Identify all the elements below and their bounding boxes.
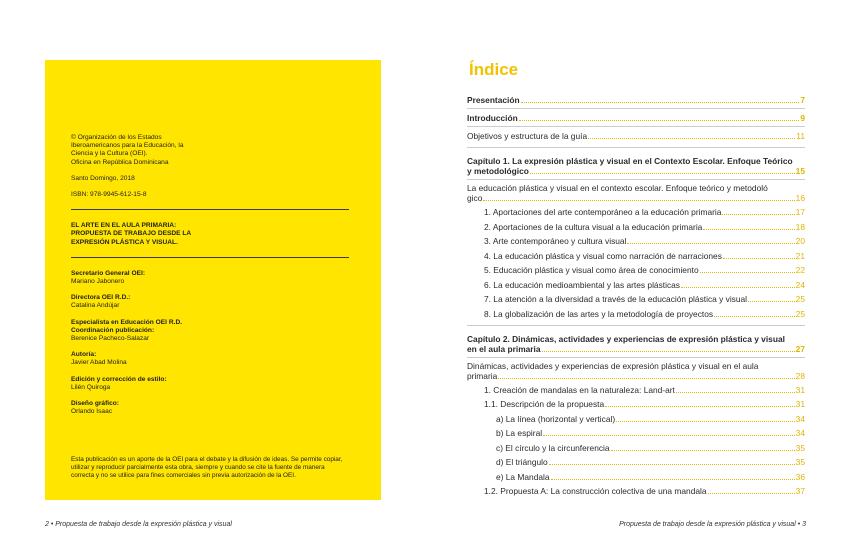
credit-role: Diseño gráfico:: [71, 400, 119, 408]
credit-role: Edición y corrección de estilo:: [71, 375, 167, 383]
credit-name: Mariano Jabonero: [71, 278, 125, 286]
separator: [467, 325, 805, 326]
toc-entry[interactable]: [467, 265, 805, 275]
dot-leader: [676, 392, 795, 393]
dot-leader: [722, 214, 794, 215]
toc-entry-text: c) El círculo y la circunferencia: [496, 442, 610, 453]
toc-entry-text: 1.1. Descripción de la propuesta: [484, 399, 605, 409]
toc-entry-text: 1. Creación de mandalas en la naturaleza: Land-art: [484, 384, 675, 395]
toc-entry[interactable]: [467, 486, 805, 496]
dot-leader: [530, 173, 795, 174]
isbn: ISBN: 978-9945-612-15-8: [71, 191, 147, 199]
toc-entry[interactable]: [467, 294, 805, 304]
dot-leader: [714, 316, 795, 317]
toc-page-number: 25: [795, 308, 805, 319]
table-of-contents: [467, 95, 805, 496]
dot-leader: [616, 421, 795, 422]
dot-leader: [483, 200, 794, 201]
divider: [71, 209, 349, 210]
toc-entry[interactable]: [467, 428, 805, 438]
toc-entry-text: Dinámicas, actividades y experiencias de expresión plástica y visual en el aula: [467, 360, 759, 371]
dot-leader: [703, 229, 794, 230]
toc-entry-text: 3. Arte contemporáneo y cultura visual: [484, 236, 627, 246]
credit-role: Directora OEI R.D.:: [71, 294, 131, 302]
toc-page-number: 36: [795, 471, 805, 482]
book-title: [71, 222, 341, 247]
toc-page-number: 28: [795, 370, 805, 381]
credit-role: Secretario General OEI:: [71, 269, 146, 277]
credit-name: Orlando Isaac: [71, 408, 113, 416]
toc-page-number: 9: [800, 113, 805, 123]
right-footer: Propuesta de trabajo desde la expresión plástica y visual • 3: [619, 521, 806, 528]
toc-entry-text: 2. Aportaciones de la cultura visual a la educación primaria: [484, 221, 703, 232]
dot-leader: [588, 138, 795, 139]
toc-page-number: 35: [795, 442, 805, 453]
toc-entry-text: 6. La educación medioambiental y las artes plásticas: [484, 279, 680, 290]
toc-chapter-2[interactable]: [467, 334, 805, 354]
credit-entry: [71, 294, 341, 310]
toc-page-number: 24: [795, 279, 805, 290]
toc-page-number: 25: [795, 294, 805, 304]
copyright-line: Oficina en República Dominicana: [71, 158, 169, 166]
copyright-line: Iberoamericanos para la Educación, la: [71, 142, 184, 150]
book-title-line: EL ARTE EN EL AULA PRIMARIA:: [71, 222, 177, 230]
dot-leader: [519, 120, 800, 121]
dot-leader: [723, 258, 795, 259]
toc-entry[interactable]: [467, 183, 805, 203]
credit-entry: [71, 376, 341, 392]
book-title-line: PROPUESTA DE TRABAJO DESDE LA: [71, 230, 192, 238]
toc-entry-text: 1.2. Propuesta A: La construcción colectiva de una mandala: [484, 486, 707, 496]
toc-page-number: 7: [800, 95, 805, 105]
toc-page-number: 11: [796, 131, 805, 141]
toc-entry[interactable]: [467, 399, 805, 409]
dot-leader: [627, 243, 794, 244]
toc-page-number: 27: [795, 343, 805, 354]
copyright-line: Ciencia y la Cultura (OEI).: [71, 150, 148, 158]
dot-leader: [611, 450, 795, 451]
toc-entry[interactable]: [467, 472, 805, 482]
toc-page-number: 20: [795, 236, 805, 246]
toc-entry-text: en el aula primaria: [467, 343, 541, 354]
place-date: Santo Domingo, 2018: [71, 174, 135, 182]
book-title-line: EXPRESIÓN PLÁSTICA Y VISUAL.: [71, 238, 178, 246]
toc-page-number: 34: [795, 413, 805, 424]
credit-name: Javier Abad Molina: [71, 359, 127, 367]
credits-block: [71, 134, 343, 479]
toc-entry-text: d) El triángulo: [496, 457, 548, 467]
toc-entry[interactable]: [467, 309, 805, 319]
toc-entry[interactable]: [467, 385, 805, 395]
dot-leader: [681, 287, 795, 288]
toc-entry[interactable]: [467, 443, 805, 453]
toc-page-number: 18: [795, 221, 805, 232]
dot-leader: [700, 272, 795, 273]
credit-entry: [71, 270, 341, 286]
separator: [467, 126, 805, 127]
toc-page-number: 31: [795, 399, 805, 409]
separator: [467, 357, 805, 358]
toc-page-number: 31: [795, 384, 805, 395]
toc-entry-text: Capítulo 2. Dinámicas, actividades y experiencias de expresión plástica y visual: [467, 333, 785, 344]
credit-role: Especialista en Educación OEI R.D.: [71, 318, 183, 326]
toc-entry-text: 1. Aportaciones del arte contemporáneo a la educación primaria: [484, 207, 722, 217]
index-title: Índice: [469, 60, 519, 79]
separator: [467, 147, 805, 148]
toc-entry-text: e) La Mandala: [496, 471, 550, 482]
toc-entry[interactable]: [467, 95, 805, 105]
credit-entry: [71, 319, 341, 344]
toc-entry[interactable]: [467, 113, 805, 123]
toc-entry[interactable]: [467, 457, 805, 467]
copyright: [71, 134, 341, 167]
credit-entry: [71, 351, 341, 367]
toc-entry-text: Capítulo 1. La expresión plástica y visual en el Contexto Escolar. Enfoque Teórico: [467, 156, 793, 166]
toc-entry-text: 4. La educación plástica y visual como narración de narraciones: [484, 250, 722, 261]
credit-entry: [71, 400, 341, 416]
toc-entry-text: gico: [467, 193, 483, 203]
toc-entry-text: Objetivos y estructura de la guía: [467, 131, 588, 141]
left-footer: 2 • Propuesta de trabajo desde la expresión plástica y visual: [45, 521, 232, 528]
credit-name: Lilén Quiroga: [71, 383, 111, 391]
divider: [71, 257, 349, 258]
credit-role: Autoría:: [71, 351, 97, 359]
toc-entry[interactable]: [467, 222, 805, 232]
copyright-line: © Organización de los Estados: [71, 134, 162, 141]
dot-leader: [521, 102, 800, 103]
credit-name: Berenice Pacheco-Salazar: [71, 335, 150, 343]
credit-role: Coordinación publicación:: [71, 326, 155, 334]
dot-leader: [549, 464, 795, 465]
toc-entry-text: La educación plástica y visual en el contexto escolar. Enfoque teórico y metodoló: [467, 183, 768, 193]
toc-entry[interactable]: [467, 361, 805, 381]
toc-page-number: 34: [795, 428, 805, 438]
toc-entry-text: 5. Educación plástica y visual como área de conocimiento: [484, 265, 699, 275]
toc-entry-text: primaria: [467, 370, 498, 381]
toc-entry-text: a) La línea (horizontal y vertical): [496, 413, 616, 424]
disclaimer: Esta publicación es un aporte de la OEI para el debate y la difusión de ideas. Se permite copiar, utilizar y reproducir parcialmente esta obra, siempre y cuando se cite la fuente de manera correcta y no se utilice para fines comerciales sin previa autorización de la OEI.: [71, 456, 343, 479]
dot-leader: [498, 378, 794, 379]
toc-page-number: 35: [795, 457, 805, 467]
toc-entry[interactable]: [467, 280, 805, 290]
toc-entry-text: b) La espiral: [496, 428, 543, 438]
toc-entry[interactable]: [467, 207, 805, 217]
toc-entry-text: Presentación: [467, 95, 520, 105]
separator: [467, 179, 805, 180]
dot-leader: [605, 406, 795, 407]
toc-page-number: 17: [795, 207, 805, 217]
toc-entry-text: 7. La atención a la diversidad a través de la educación plástica y visual: [484, 294, 748, 304]
credit-name: Catalina Andújar: [71, 302, 120, 310]
toc-entry[interactable]: [467, 414, 805, 424]
toc-entry[interactable]: [467, 131, 805, 141]
toc-page-number: 37: [795, 486, 805, 496]
toc-page-number: 22: [795, 265, 805, 275]
separator: [467, 108, 805, 109]
toc-page-number: 16: [795, 193, 805, 203]
toc-entry[interactable]: [467, 236, 805, 246]
dot-leader: [542, 351, 795, 352]
toc-page-number: 15: [795, 166, 805, 176]
toc-entry[interactable]: [467, 251, 805, 261]
toc-chapter-1[interactable]: [467, 156, 805, 176]
dot-leader: [748, 301, 795, 302]
dot-leader: [708, 493, 795, 494]
toc-entry-text: 8. La globalización de las artes y la metodología de proyectos: [484, 308, 714, 319]
toc-entry-text: y metodológico: [467, 166, 529, 176]
dot-leader: [543, 435, 795, 436]
dot-leader: [551, 479, 795, 480]
toc-page-number: 21: [795, 250, 805, 261]
toc-entry-text: Introducción: [467, 113, 518, 123]
